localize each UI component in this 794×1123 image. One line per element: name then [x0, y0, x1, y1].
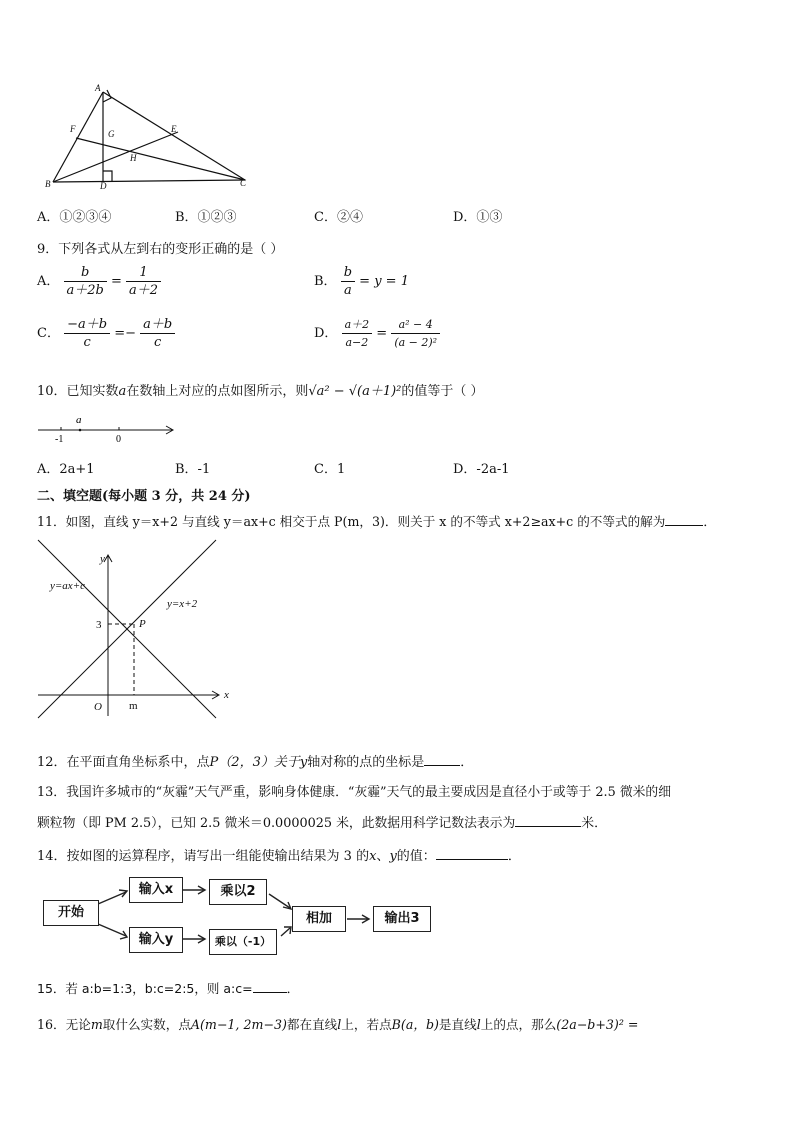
q10-stem: 10．已知实数a在数轴上对应的点如图所示，则√a² − √(a＋1)²的值等于（ ） [37, 384, 484, 399]
label-D: D [100, 181, 107, 190]
q10-option-d: D．-2a-1 [453, 462, 510, 477]
label-E: E [171, 124, 177, 134]
q12-stem: 12．在平面直角坐标系中，点P（2，3）关于y轴对称的点的坐标是 ． [37, 755, 474, 770]
q9-option-d: D． $\frac{a+2}{a-2}$ = $\frac{\text{a² − 4}}{\text{(a − 2)²}}$ [314, 316, 440, 351]
q8-option-c: C．②④ [314, 210, 363, 225]
p-label: P [139, 618, 146, 630]
line1-label: y=ax+c [50, 580, 85, 592]
flow-multiply-2: 乘以2 [209, 879, 267, 905]
three-label: 3 [96, 619, 102, 631]
q11-stem: 11．如图，直线 y＝x+2 与直线 y＝ax+c 相交于点 P(m，3)．则关于 x 的不等式 x+2≥ax+c 的不等式的解为 ． [37, 514, 716, 529]
q11-graph [36, 538, 236, 724]
q9-option-b: B． $\frac{b}{a}$ = y = 1 [314, 265, 409, 298]
q13-line2: 颗粒物（即 PM 2.5），已知 2.5 微米＝0.0000025 米，此数据用科学记数法表示为 米． [37, 816, 607, 831]
label-F: F [70, 124, 76, 134]
flow-start: 开始 [43, 900, 99, 926]
label-A: A [95, 83, 101, 93]
q10-option-b: B．-1 [175, 462, 211, 477]
flow-input-x: 输入x [129, 877, 183, 903]
flow-input-y: 输入y [129, 927, 183, 953]
q10-option-a: A．2a+1 [37, 462, 95, 477]
q8-option-a: A．①②③④ [37, 210, 112, 225]
flow-add: 相加 [292, 906, 346, 932]
q9-option-a: A． $\frac{b}{a+2b}$ = $\frac{1}{a+2}$ [37, 264, 161, 299]
q14-stem: 14．按如图的运算程序，请写出一组能使输出结果为 3 的x、y的值： ． [37, 849, 521, 864]
m-label: m [129, 700, 138, 712]
q10-option-c: C．1 [314, 462, 346, 477]
origin-label: O [94, 701, 102, 713]
number-line [36, 410, 181, 446]
q9-stem: 9．下列各式从左到右的变形正确的是（ ） [37, 242, 284, 257]
axis-label-zero: 0 [116, 434, 121, 445]
triangle-figure [40, 82, 255, 190]
flow-multiply-neg1: 乘以（-1） [209, 929, 277, 955]
line2-label: y=x+2 [167, 598, 198, 610]
label-G: G [108, 129, 115, 139]
q8-option-d: D．①③ [453, 210, 503, 225]
flow-output: 输出3 [373, 906, 431, 932]
y-axis-label: y [100, 553, 105, 565]
q16-stem: 16．无论m取什么实数，点A(m−1, 2m−3)都在直线l上，若点B(a，b)是直线l上的点，那么(2a−b+3)² = [37, 1017, 639, 1032]
q9-option-c: C． $\frac{-a+b}{c}$ =− $\frac{a+b}{c}$ [37, 316, 175, 351]
axis-label-neg1: -1 [55, 434, 64, 445]
section-2-title: 二、填空题(每小题 3 分，共 24 分) [37, 489, 251, 504]
q8-option-b: B．①②③ [175, 210, 237, 225]
q13-line1: 13．我国许多城市的“灰霾”天气严重，影响身体健康．“灰霾”天气的最主要成因是直径小于或等于 2.5 微米的细 [37, 785, 672, 800]
label-C: C [240, 178, 247, 188]
q15-stem: 15．若 a:b=1:3，b:c=2:5，则 a:c= ． [37, 981, 300, 996]
label-H: H [130, 153, 137, 163]
x-axis-label: x [224, 689, 229, 701]
axis-label-a: a [76, 414, 82, 426]
label-B: B [45, 179, 51, 189]
